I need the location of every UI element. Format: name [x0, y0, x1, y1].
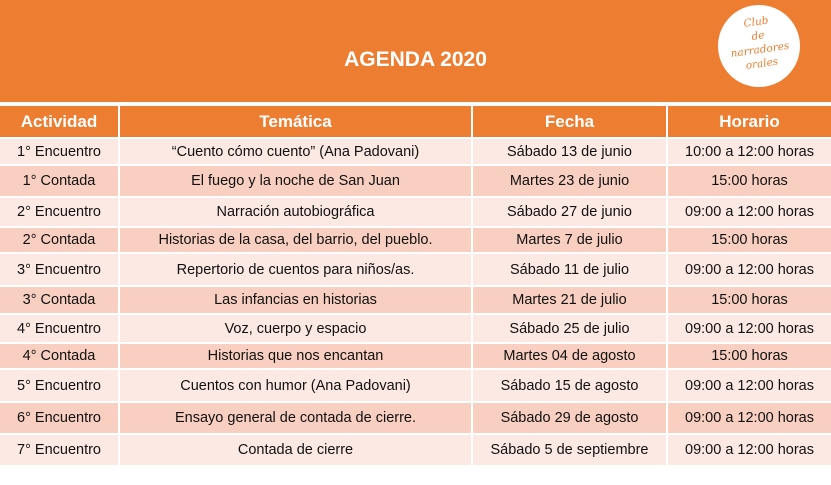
fecha-cell: Martes 21 de julio [473, 285, 668, 313]
table-row [0, 342, 831, 368]
fecha-cell: Martes 7 de julio [473, 226, 668, 252]
fecha-cell: Sábado 13 de junio [473, 137, 668, 164]
logo-line: Club [742, 14, 770, 30]
logo-line: de [750, 29, 766, 43]
tematica-cell: Cuentos con humor (Ana Padovani) [120, 368, 473, 401]
table-row [0, 137, 831, 164]
fecha-cell: Sábado 11 de julio [473, 252, 668, 285]
actividad-cell: 1° Contada [0, 164, 120, 196]
table-row [0, 368, 831, 401]
fecha-cell: Martes 23 de junio [473, 164, 668, 196]
horario-cell: 10:00 a 12:00 horas [668, 137, 831, 164]
horario-cell: 09:00 a 12:00 horas [668, 252, 831, 285]
fecha-cell: Sábado 5 de septiembre [473, 433, 668, 465]
horario-cell: 15:00 horas [668, 226, 831, 252]
column-header-fecha: Fecha [473, 106, 668, 137]
club-logo-text [715, 10, 804, 77]
tematica-cell: Voz, cuerpo y espacio [120, 313, 473, 342]
horario-cell: 09:00 a 12:00 horas [668, 368, 831, 401]
table-row [0, 164, 831, 196]
actividad-cell: 7° Encuentro [0, 433, 120, 465]
table-row [0, 285, 831, 313]
actividad-cell: 1° Encuentro [0, 137, 120, 164]
club-logo [718, 5, 800, 87]
actividad-cell: 3° Encuentro [0, 252, 120, 285]
tematica-cell: Historias que nos encantan [120, 342, 473, 368]
horario-cell: 15:00 horas [668, 285, 831, 313]
horario-cell: 09:00 a 12:00 horas [668, 196, 831, 226]
column-header-tematica: Temática [120, 106, 473, 137]
actividad-cell: 4° Contada [0, 342, 120, 368]
tematica-cell: “Cuento cómo cuento” (Ana Padovani) [120, 137, 473, 164]
tematica-cell: Repertorio de cuentos para niños/as. [120, 252, 473, 285]
actividad-cell: 2° Contada [0, 226, 120, 252]
horario-cell: 09:00 a 12:00 horas [668, 313, 831, 342]
logo-line: narradores [729, 39, 791, 60]
logo-line: orales [744, 55, 779, 73]
table-row [0, 401, 831, 433]
table-row [0, 313, 831, 342]
actividad-cell: 5° Encuentro [0, 368, 120, 401]
horario-cell: 15:00 horas [668, 164, 831, 196]
tematica-cell: Contada de cierre [120, 433, 473, 465]
table-row [0, 433, 831, 465]
column-header-horario: Horario [668, 106, 831, 137]
table-row [0, 252, 831, 285]
horario-cell: 09:00 a 12:00 horas [668, 433, 831, 465]
tematica-cell: Ensayo general de contada de cierre. [120, 401, 473, 433]
tematica-cell: El fuego y la noche de San Juan [120, 164, 473, 196]
fecha-cell: Martes 04 de agosto [473, 342, 668, 368]
agenda-table [0, 106, 831, 465]
horario-cell: 09:00 a 12:00 horas [668, 401, 831, 433]
horario-cell: 15:00 horas [668, 342, 831, 368]
tematica-cell: Narración autobiográfica [120, 196, 473, 226]
tematica-cell: Las infancias en historias [120, 285, 473, 313]
table-header-row [0, 106, 831, 137]
actividad-cell: 6° Encuentro [0, 401, 120, 433]
tematica-cell: Historias de la casa, del barrio, del pueblo. [120, 226, 473, 252]
actividad-cell: 2° Encuentro [0, 196, 120, 226]
fecha-cell: Sábado 29 de agosto [473, 401, 668, 433]
fecha-cell: Sábado 15 de agosto [473, 368, 668, 401]
fecha-cell: Sábado 25 de julio [473, 313, 668, 342]
page-title: AGENDA 2020 [344, 48, 487, 71]
actividad-cell: 4° Encuentro [0, 313, 120, 342]
table-row [0, 196, 831, 226]
fecha-cell: Sábado 27 de junio [473, 196, 668, 226]
column-header-actividad: Actividad [0, 106, 120, 137]
table-row [0, 226, 831, 252]
actividad-cell: 3° Contada [0, 285, 120, 313]
